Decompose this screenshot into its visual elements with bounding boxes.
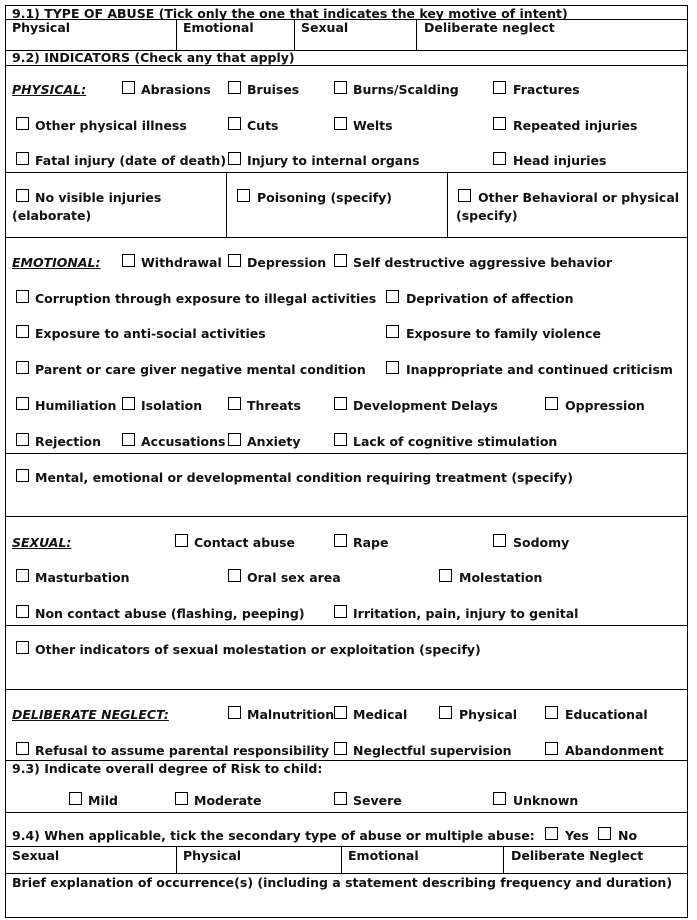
label-cuts: Cuts bbox=[247, 118, 279, 133]
checkbox-lack-cognitive-stimulation[interactable] bbox=[334, 433, 347, 446]
label-repeated-injuries: Repeated injuries bbox=[513, 118, 638, 133]
checkbox-secondary-yes[interactable] bbox=[545, 827, 558, 840]
label-accusations: Accusations bbox=[141, 434, 226, 449]
checkbox-medical[interactable] bbox=[334, 706, 347, 719]
explanation-input-area[interactable] bbox=[12, 892, 680, 914]
label-no-visible-injuries: No visible injuries bbox=[35, 190, 162, 205]
checkbox-anti-social[interactable] bbox=[16, 325, 29, 338]
type-cell-emotional[interactable]: Emotional bbox=[183, 20, 254, 35]
checkbox-development-delays[interactable] bbox=[334, 397, 347, 410]
checkbox-other-behavioral-physical[interactable] bbox=[458, 189, 471, 202]
label-continued-criticism: Inappropriate and continued criticism bbox=[406, 362, 673, 377]
label-oral-sex-area: Oral sex area bbox=[247, 570, 341, 585]
divider bbox=[6, 237, 687, 238]
label-other-behavioral-physical: Other Behavioral or physical bbox=[478, 190, 680, 205]
label-rejection: Rejection bbox=[35, 434, 102, 449]
label-fatal-injury: Fatal injury (date of death) bbox=[35, 153, 227, 168]
checkbox-oppression[interactable] bbox=[545, 397, 558, 410]
section-9-4-title: 9.4) When applicable, tick the secondary type of abuse or multiple abuse: bbox=[12, 828, 535, 843]
checkbox-deprivation-affection[interactable] bbox=[386, 290, 399, 303]
label-masturbation: Masturbation bbox=[35, 570, 130, 585]
label-other-physical-illness: Other physical illness bbox=[35, 118, 187, 133]
checkbox-refusal-parental-responsibility[interactable] bbox=[16, 742, 29, 755]
label-development-delays: Development Delays bbox=[353, 398, 498, 413]
label-mental-condition-treatment: Mental, emotional or developmental condition requiring treatment (specify) bbox=[35, 470, 573, 485]
checkbox-continued-criticism[interactable] bbox=[386, 361, 399, 374]
label-corruption-illegal: Corruption through exposure to illegal activities bbox=[35, 291, 377, 306]
checkbox-isolation[interactable] bbox=[122, 397, 135, 410]
secondary-cell-deliberate-neglect[interactable]: Deliberate Neglect bbox=[511, 848, 644, 863]
section-9-1-title: 9.1) TYPE OF ABUSE (Tick only the one that indicates the key motive of intent) bbox=[12, 6, 568, 21]
label-malnutrition: Malnutrition bbox=[247, 707, 335, 722]
divider bbox=[294, 19, 295, 50]
label-burns-scalding: Burns/Scalding bbox=[353, 82, 459, 97]
section-9-2-title: 9.2) INDICATORS (Check any that apply) bbox=[12, 50, 295, 65]
divider bbox=[6, 172, 687, 173]
type-cell-sexual[interactable]: Sexual bbox=[301, 20, 349, 35]
label-poisoning: Poisoning (specify) bbox=[257, 190, 393, 205]
secondary-cell-physical[interactable]: Physical bbox=[183, 848, 242, 863]
divider bbox=[447, 172, 448, 237]
divider bbox=[416, 19, 417, 50]
checkbox-withdrawal[interactable] bbox=[122, 254, 135, 267]
divider bbox=[226, 172, 227, 237]
secondary-cell-emotional[interactable]: Emotional bbox=[348, 848, 419, 863]
checkbox-abrasions[interactable] bbox=[122, 81, 135, 94]
divider bbox=[6, 516, 687, 517]
checkbox-other-physical-illness[interactable] bbox=[16, 117, 29, 130]
divider bbox=[6, 846, 687, 847]
label-deprivation-affection: Deprivation of affection bbox=[406, 291, 574, 306]
checkbox-humiliation[interactable] bbox=[16, 397, 29, 410]
checkbox-fractures[interactable] bbox=[493, 81, 506, 94]
label-family-violence: Exposure to family violence bbox=[406, 326, 601, 341]
label-risk-mild: Mild bbox=[88, 793, 118, 808]
label-other-behavioral-specify: (specify) bbox=[456, 208, 518, 223]
checkbox-caregiver-mental-condition[interactable] bbox=[16, 361, 29, 374]
checkbox-cuts[interactable] bbox=[228, 117, 241, 130]
checkbox-other-sexual-indicators[interactable] bbox=[16, 641, 29, 654]
label-depression: Depression bbox=[247, 255, 327, 270]
label-caregiver-mental-condition: Parent or care giver negative mental condition bbox=[35, 362, 366, 377]
checkbox-genital-injury[interactable] bbox=[334, 605, 347, 618]
divider bbox=[6, 65, 687, 66]
checkbox-educational[interactable] bbox=[545, 706, 558, 719]
label-threats: Threats bbox=[247, 398, 301, 413]
label-secondary-yes: Yes bbox=[565, 828, 589, 843]
label-neglectful-supervision: Neglectful supervision bbox=[353, 743, 512, 758]
label-risk-severe: Severe bbox=[353, 793, 402, 808]
checkbox-neglect-physical[interactable] bbox=[439, 706, 452, 719]
divider bbox=[6, 873, 687, 874]
checkbox-rape[interactable] bbox=[334, 534, 347, 547]
checkbox-contact-abuse[interactable] bbox=[175, 534, 188, 547]
label-genital-injury: Irritation, pain, injury to genital bbox=[353, 606, 579, 621]
label-refusal-parental-responsibility: Refusal to assume parental responsibility bbox=[35, 743, 330, 758]
divider bbox=[6, 453, 687, 454]
label-self-destructive: Self destructive aggressive behavior bbox=[353, 255, 613, 270]
divider bbox=[503, 846, 504, 873]
checkbox-non-contact-abuse[interactable] bbox=[16, 605, 29, 618]
checkbox-head-injuries[interactable] bbox=[493, 152, 506, 165]
checkbox-risk-severe[interactable] bbox=[334, 792, 347, 805]
label-anxiety: Anxiety bbox=[247, 434, 301, 449]
checkbox-oral-sex-area[interactable] bbox=[228, 569, 241, 582]
divider bbox=[176, 19, 177, 50]
label-bruises: Bruises bbox=[247, 82, 300, 97]
checkbox-anxiety[interactable] bbox=[228, 433, 241, 446]
checkbox-family-violence[interactable] bbox=[386, 325, 399, 338]
divider bbox=[341, 846, 342, 873]
label-anti-social: Exposure to anti-social activities bbox=[35, 326, 266, 341]
neglect-heading: DELIBERATE NEGLECT: bbox=[12, 707, 169, 722]
checkbox-bruises[interactable] bbox=[228, 81, 241, 94]
label-medical: Medical bbox=[353, 707, 408, 722]
abuse-report-form bbox=[5, 5, 688, 918]
divider bbox=[6, 812, 687, 813]
checkbox-masturbation[interactable] bbox=[16, 569, 29, 582]
checkbox-secondary-no[interactable] bbox=[598, 827, 611, 840]
label-risk-moderate: Moderate bbox=[194, 793, 262, 808]
label-isolation: Isolation bbox=[141, 398, 203, 413]
label-educational: Educational bbox=[565, 707, 648, 722]
label-abrasions: Abrasions bbox=[141, 82, 211, 97]
checkbox-burns-scalding[interactable] bbox=[334, 81, 347, 94]
checkbox-welts[interactable] bbox=[334, 117, 347, 130]
checkbox-depression[interactable] bbox=[228, 254, 241, 267]
checkbox-risk-moderate[interactable] bbox=[175, 792, 188, 805]
checkbox-fatal-injury[interactable] bbox=[16, 152, 29, 165]
checkbox-accusations[interactable] bbox=[122, 433, 135, 446]
checkbox-poisoning[interactable] bbox=[237, 189, 250, 202]
label-non-contact-abuse: Non contact abuse (flashing, peeping) bbox=[35, 606, 305, 621]
label-fractures: Fractures bbox=[513, 82, 580, 97]
checkbox-malnutrition[interactable] bbox=[228, 706, 241, 719]
checkbox-risk-unknown[interactable] bbox=[493, 792, 506, 805]
divider bbox=[6, 689, 687, 690]
divider bbox=[176, 846, 177, 873]
label-other-sexual-indicators: Other indicators of sexual molestation or exploitation (specify) bbox=[35, 642, 481, 657]
label-risk-unknown: Unknown bbox=[513, 793, 579, 808]
label-oppression: Oppression bbox=[565, 398, 645, 413]
sexual-heading: SEXUAL: bbox=[12, 535, 72, 550]
label-humiliation: Humiliation bbox=[35, 398, 117, 413]
checkbox-repeated-injuries[interactable] bbox=[493, 117, 506, 130]
label-head-injuries: Head injuries bbox=[513, 153, 607, 168]
checkbox-risk-mild[interactable] bbox=[69, 792, 82, 805]
checkbox-neglectful-supervision[interactable] bbox=[334, 742, 347, 755]
checkbox-sodomy[interactable] bbox=[493, 534, 506, 547]
type-cell-deliberate-neglect[interactable]: Deliberate neglect bbox=[424, 20, 555, 35]
checkbox-rejection[interactable] bbox=[16, 433, 29, 446]
checkbox-no-visible-injuries[interactable] bbox=[16, 189, 29, 202]
label-abandonment: Abandonment bbox=[565, 743, 664, 758]
label-contact-abuse: Contact abuse bbox=[194, 535, 296, 550]
label-welts: Welts bbox=[353, 118, 393, 133]
label-molestation: Molestation bbox=[459, 570, 543, 585]
checkbox-threats[interactable] bbox=[228, 397, 241, 410]
checkbox-molestation[interactable] bbox=[439, 569, 452, 582]
explanation-label: Brief explanation of occurrence(s) (including a statement describing frequency and duration) bbox=[12, 875, 673, 890]
checkbox-self-destructive[interactable] bbox=[334, 254, 347, 267]
label-lack-cognitive-stimulation: Lack of cognitive stimulation bbox=[353, 434, 558, 449]
label-injury-internal-organs: Injury to internal organs bbox=[247, 153, 420, 168]
checkbox-injury-internal-organs[interactable] bbox=[228, 152, 241, 165]
label-withdrawal: Withdrawal bbox=[141, 255, 222, 270]
checkbox-corruption-illegal[interactable] bbox=[16, 290, 29, 303]
secondary-cell-sexual[interactable]: Sexual bbox=[12, 848, 60, 863]
checkbox-abandonment[interactable] bbox=[545, 742, 558, 755]
section-9-3-title: 9.3) Indicate overall degree of Risk to child: bbox=[12, 761, 323, 776]
emotional-heading: EMOTIONAL: bbox=[12, 255, 101, 270]
label-sodomy: Sodomy bbox=[513, 535, 570, 550]
checkbox-mental-condition-treatment[interactable] bbox=[16, 469, 29, 482]
type-cell-physical[interactable]: Physical bbox=[12, 20, 71, 35]
label-no-visible-injuries-elaborate: (elaborate) bbox=[12, 208, 92, 223]
divider bbox=[6, 625, 687, 626]
label-rape: Rape bbox=[353, 535, 389, 550]
label-secondary-no: No bbox=[618, 828, 638, 843]
label-neglect-physical: Physical bbox=[459, 707, 518, 722]
physical-heading: PHYSICAL: bbox=[12, 82, 87, 97]
